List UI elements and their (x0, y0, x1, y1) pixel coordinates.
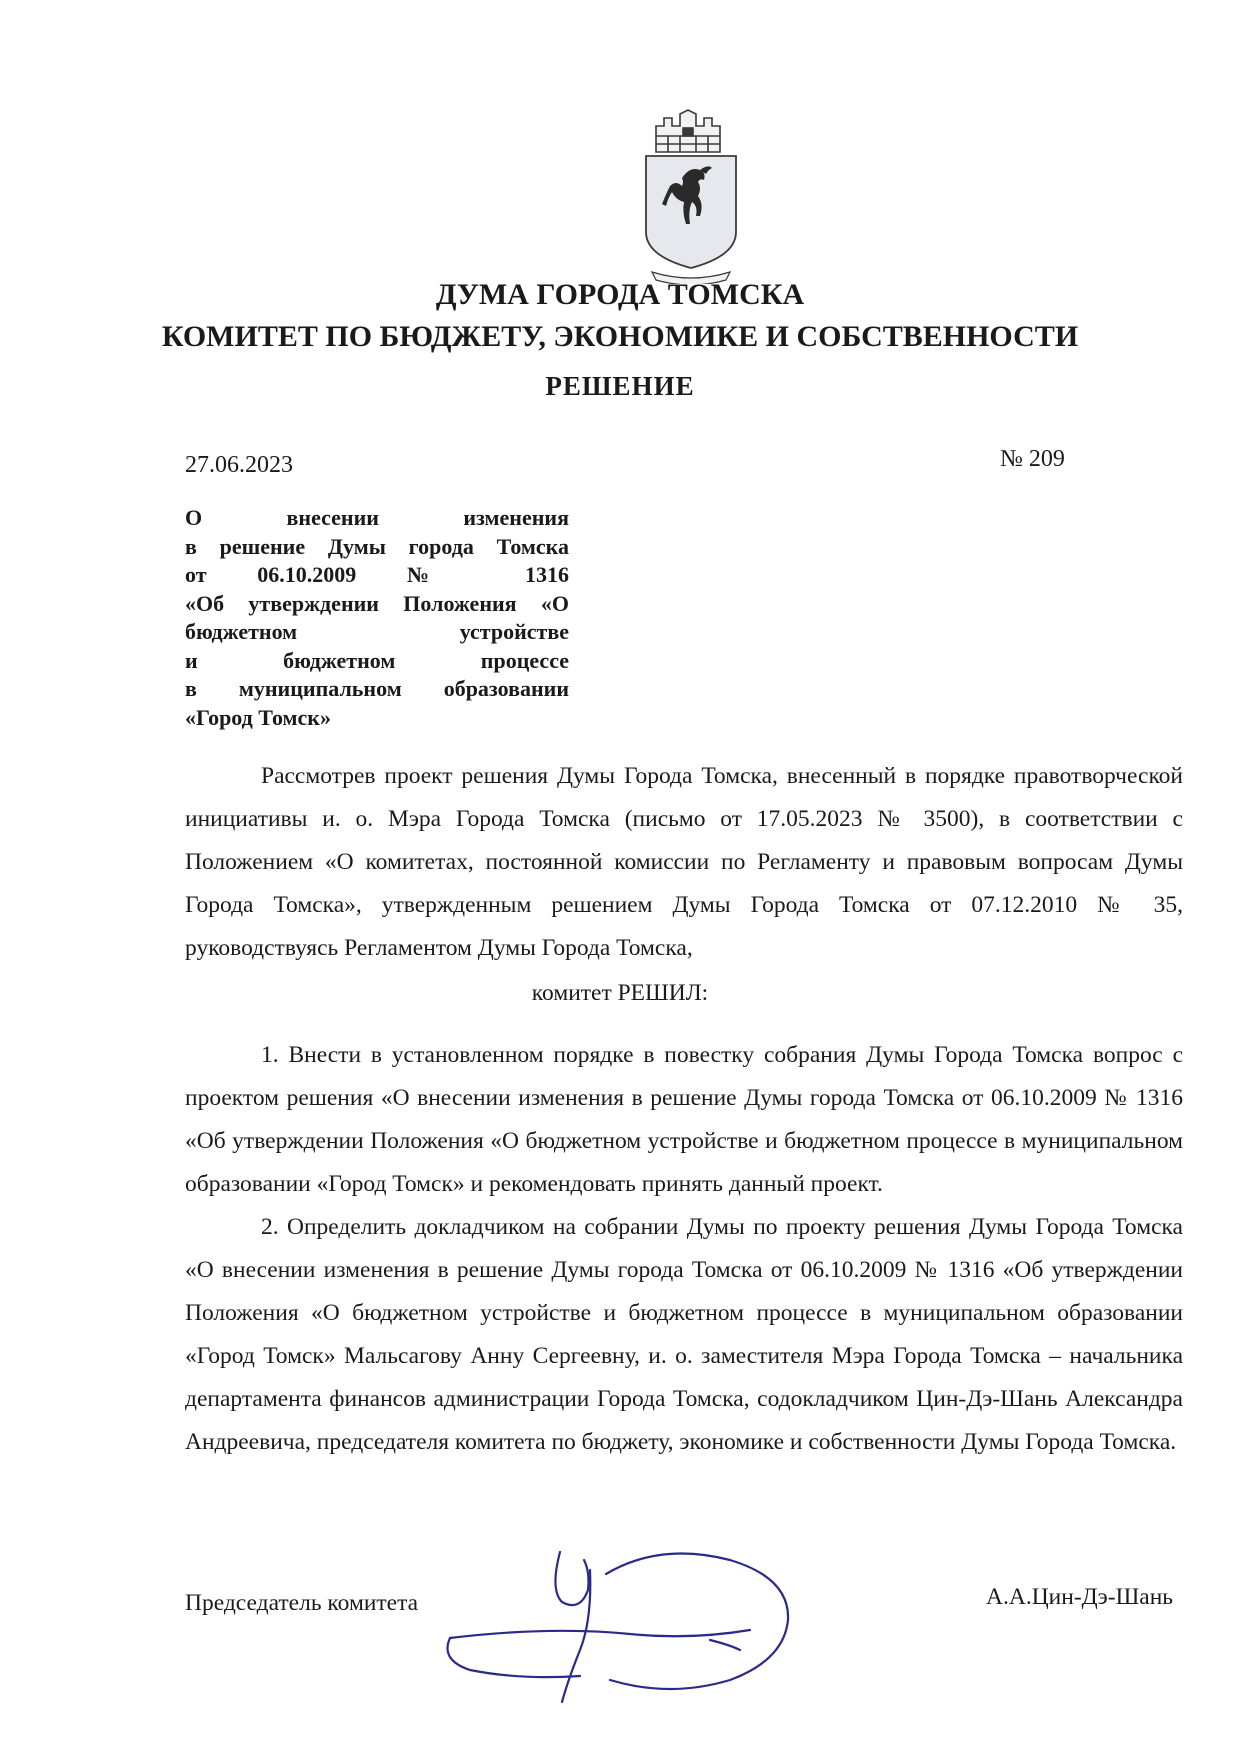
signatory-title: Председатель комитета (185, 1590, 419, 1616)
intro-paragraph: Рассмотрев проект решения Думы Города Томска, внесенный в порядке правотворческой инициативы и. о. Мэра Города Томска (письмо от 17.05.2023 № 3500), в соответствии с Положением «О комитетах, постоянной комиссии по Регламенту и правовым вопросам Думы Города Томска», утвержденным решением Думы Города Томска от 07.12.2010 № 35, руководствуясь Регламентом Думы Города Томска, (185, 763, 1183, 961)
decision-subject (185, 504, 569, 732)
committee-title: КОМИТЕТ ПО БЮДЖЕТУ, ЭКОНОМИКЕ И СОБСТВЕННОСТИ (161, 320, 1079, 353)
resolved-heading: комитет РЕШИЛ: (531, 980, 709, 1006)
decision-title: РЕШЕНИЕ (545, 371, 695, 401)
resolution-item-2: 2. Определить докладчиком на собрании Думы по проекту решения Думы Города Томска «О внесении изменения в решение Думы города Томска от 06.10.2009 № 1316 «Об утверждении Положения «О бюджетном устройстве и бюджетном процессе в муниципальном образовании «Город Томск» Мальсагову Анну Сергеевну, и. о. заместителя Мэра Города Томска – начальника департамента финансов администрации Города Томска, содокладчиком Цин-Дэ-Шань Александра Андреевича, председателя комитета по бюджету, экономике и собственности Думы Города Томска. (185, 1214, 1183, 1455)
subject-line: от 06.10.2009 № 1316 (185, 562, 569, 587)
handwritten-signature (430, 1530, 890, 1730)
subject-line: в муниципальном образовании (185, 676, 569, 701)
signatory-name: А.А.Цин-Дэ-Шань (986, 1584, 1174, 1610)
document-date: 27.06.2023 (185, 452, 293, 478)
duma-title: ДУМА ГОРОДА ТОМСКА (435, 278, 805, 311)
subject-line: «Об утверждении Положения «О (185, 590, 569, 616)
document-number: № 209 (1000, 446, 1065, 472)
subject-line: в решение Думы города Томска (185, 533, 569, 559)
subject-line: и бюджетном процессе (185, 647, 569, 673)
subject-line: бюджетном устройстве (185, 619, 569, 644)
coat-of-arms-emblem (638, 108, 744, 284)
resolution-item-1: 1. Внести в установленном порядке в повестку собрания Думы Города Томска вопрос с проектом решения «О внесении изменения в решение Думы города Томска от 06.10.2009 № 1316 «Об утверждении Положения «О бюджетном устройстве и бюджетном процессе в муниципальном образовании «Город Томск» и рекомендовать принять данный проект. (185, 1042, 1183, 1197)
subject-line: О внесении изменения (185, 505, 569, 530)
subject-line: «Город Томск» (185, 704, 331, 730)
